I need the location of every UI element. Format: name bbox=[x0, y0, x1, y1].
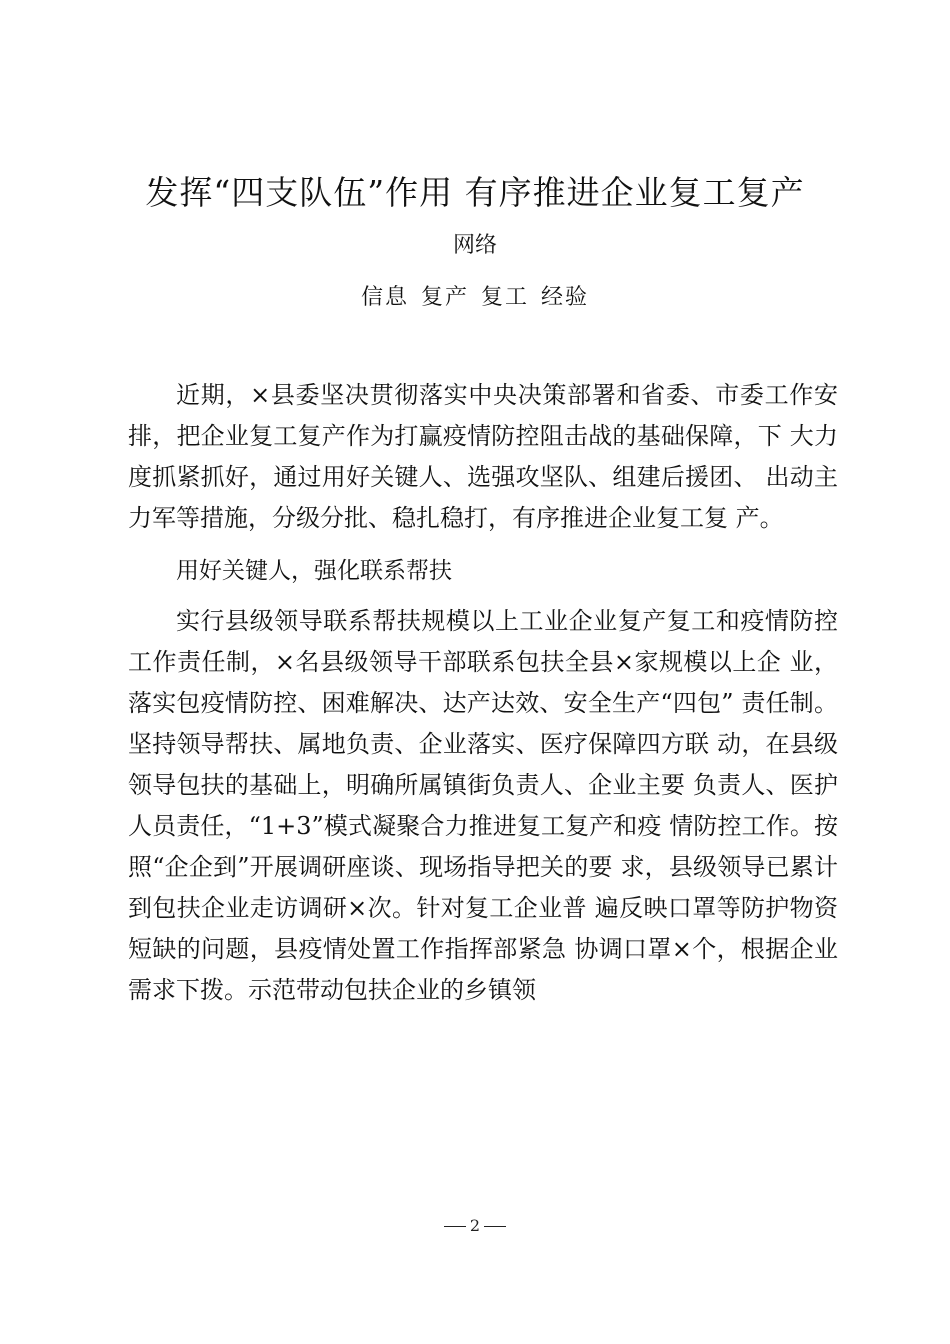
document-title: 发挥“四支队伍”作用 有序推进企业复工复产 bbox=[145, 173, 805, 212]
page-footer bbox=[0, 1214, 950, 1238]
section-heading: 用好关键人，强化联系帮扶 bbox=[176, 558, 452, 584]
intro-paragraph: 近期，×县委坚决贯彻落实中央决策部署和省委、市委工作安排，把企业复工复产作为打赢疫情防控阻击战的基础保障，下 大力度抓紧抓好，通过用好关键人、选强攻坚队、组建后援团、 出动主力军等措施，分级分批、稳扎稳打，有序推进企业复工复 产。 bbox=[128, 381, 838, 532]
keyword: 经验 bbox=[541, 285, 590, 310]
keyword: 信息 bbox=[360, 285, 409, 310]
keyword: 复产 bbox=[420, 285, 469, 310]
page-number: 2 bbox=[469, 1216, 481, 1235]
document-body bbox=[128, 375, 838, 1011]
document-keywords bbox=[0, 280, 950, 316]
body-paragraph: 实行县级领导联系帮扶规模以上工业企业复产复工和疫情防控工作责任制，×名县级领导干部联系包扶全县×家规模以上企 业，落实包疫情防控、困难解决、达产达效、安全生产“四包” 责任制。坚持领导帮扶、属地负责、企业落实、医疗保障四方联 动，在县级领导包扶的基础上，明确所属镇街负责人、企业主要 负责人、医护人员责任，“1+3”模式凝聚合力推进复工复产和疫 情防控工作。按照“企企到”开展调研座谈、现场指导把关的要 求，县级领导已累计到包扶企业走访调研×次。针对复工企业普 遍反映口罩等防护物资短缺的问题，县疫情处置工作指挥部紧急 协调口罩×个，根据企业需求下拨。示范带动包扶企业的乡镇领 bbox=[128, 607, 838, 1004]
footer-dash-right bbox=[484, 1226, 506, 1227]
footer-dash-left bbox=[444, 1226, 466, 1227]
keyword: 复工 bbox=[481, 285, 530, 310]
document-source: 网络 bbox=[452, 233, 497, 258]
